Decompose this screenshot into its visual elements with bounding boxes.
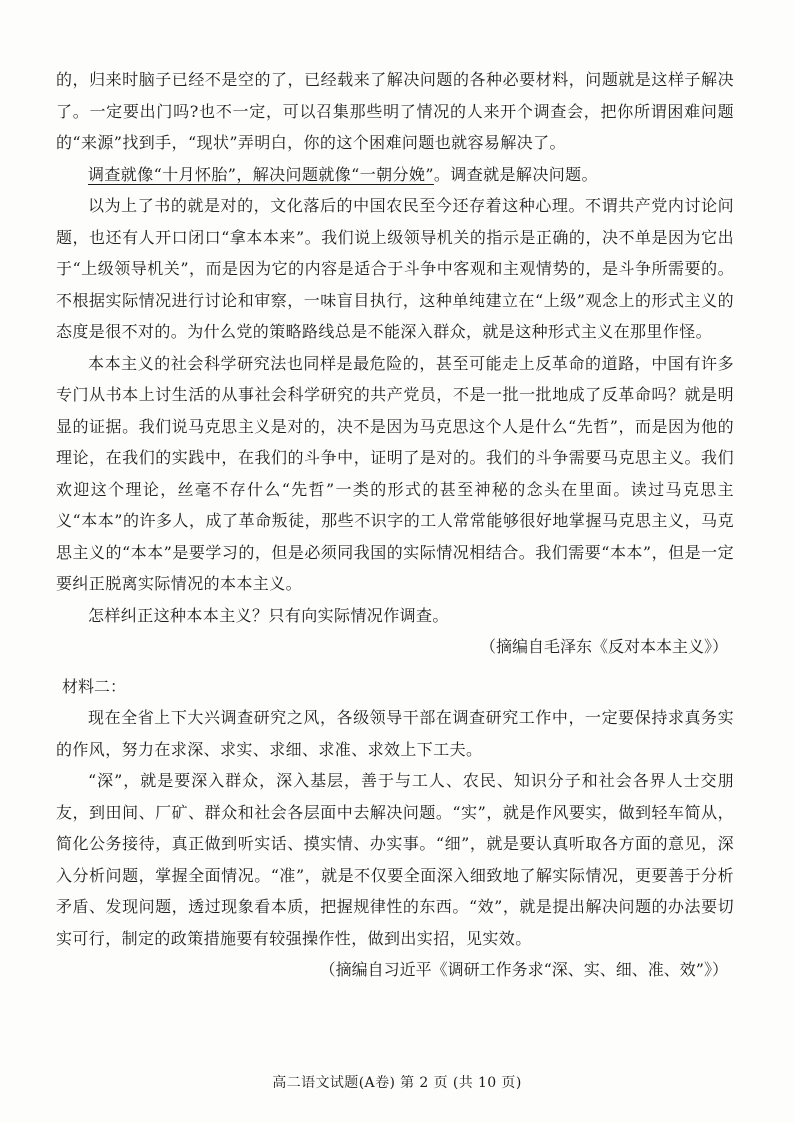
paragraph-underlined-statement: [56, 159, 734, 191]
paragraph-bookism: 本本主义的社会科学研究法也同样是最危险的，甚至可能走上反革命的道路，中国有许多专门从书本上讨生活的从事社会科学研究的共产党员，不是一批一批地成了反革命吗？就是明显的证据。我们说马克思主义是对的，决不是因为马克思这个人是什么“先哲”，而是因为他的理论，在我们的实践中，在我们的斗争中，证明了是对的。我们的斗争需要马克思主义。我们欢迎这个理论，丝毫不存什么“先哲”一类的形式的甚至神秘的念头在里面。读过马克思主义“本本”的许多人，成了革命叛徒，那些不识字的工人常常能够很好地掌握马克思主义，马克思主义的“本本”是要学习的，但是必须同我国的实际情况相结合。我们需要“本本”，但是一定要纠正脱离实际情况的本本主义。: [56, 353, 734, 593]
source-citation-2: （摘编自习近平《调研工作务求“深、实、细、准、效”》）: [319, 960, 728, 979]
paragraph-correction: 怎样纠正这种本本主义？只有向实际情况作调查。: [88, 605, 449, 625]
paragraph-continued: 的，归来时脑子已经不是空的了，已经载来了解决问题的各种必要材料，问题就是这样子解决了。一定要出门吗?也不一定，可以召集那些明了情况的人来开个调查会，把你所谓困难问题的“来源”找到手，“现状”弄明白，你的这个困难问题也就容易解决了。: [56, 70, 734, 152]
paragraph-tail: 。调查就是解决问题。: [433, 164, 598, 184]
material-two-heading: 材料二：: [62, 676, 127, 696]
paragraph-material-two-intro: 现在全省上下大兴调查研究之风，各级领导干部在调查研究工作中，一定要保持求真务实的作风，努力在求深、求实、求细、求准、求效上下工夫。: [56, 708, 734, 759]
document-body: [56, 64, 734, 986]
page-footer: 高二语文试题(A卷) 第 2 页 (共 10 页): [272, 1075, 522, 1091]
underlined-sentence: 调查就像“十月怀胎”，解决问题就像“一朝分娩”: [88, 164, 434, 184]
paragraph-five-principles: “深”，就是要深入群众，深入基层，善于与工人、农民、知识分子和社会各界人士交朋友，到田间、厂矿、群众和社会各层面中去解决问题。“实”，就是作风要实，做到轻车简从，简化公务接待，真正做到听实话、摸实情、办实事。“细”，就是要认真听取各方面的意见，深入分析问题，掌握全面情况。“准”，就是不仅要全面深入细致地了解实际情况，更要善于分析矛盾、发现问题，透过现象看本质，把握规律性的东西。“效”，就是提出解决问题的办法要切实可行，制定的政策措施要有较强操作性，做到出实招，见实效。: [56, 771, 734, 948]
paragraph-book-worship: 以为上了书的就是对的，文化落后的中国农民至今还存着这种心理。不谓共产党内讨论问题，也还有人开口闭口“拿本本来”。我们说上级领导机关的指示是正确的，决不单是因为它出于“上级领导机关”，而是因为它的内容是适合于斗争中客观和主观情势的，是斗争所需要的。不根据实际情况进行讨论和审察，一味盲目执行，这种单纯建立在“上级”观念上的形式主义的态度是很不对的。为什么党的策略路线总是不能深入群众，就是这种形式主义在那里作怪。: [56, 196, 734, 341]
source-citation-1: （摘编自毛泽东《反对本本主义》）: [479, 637, 728, 656]
